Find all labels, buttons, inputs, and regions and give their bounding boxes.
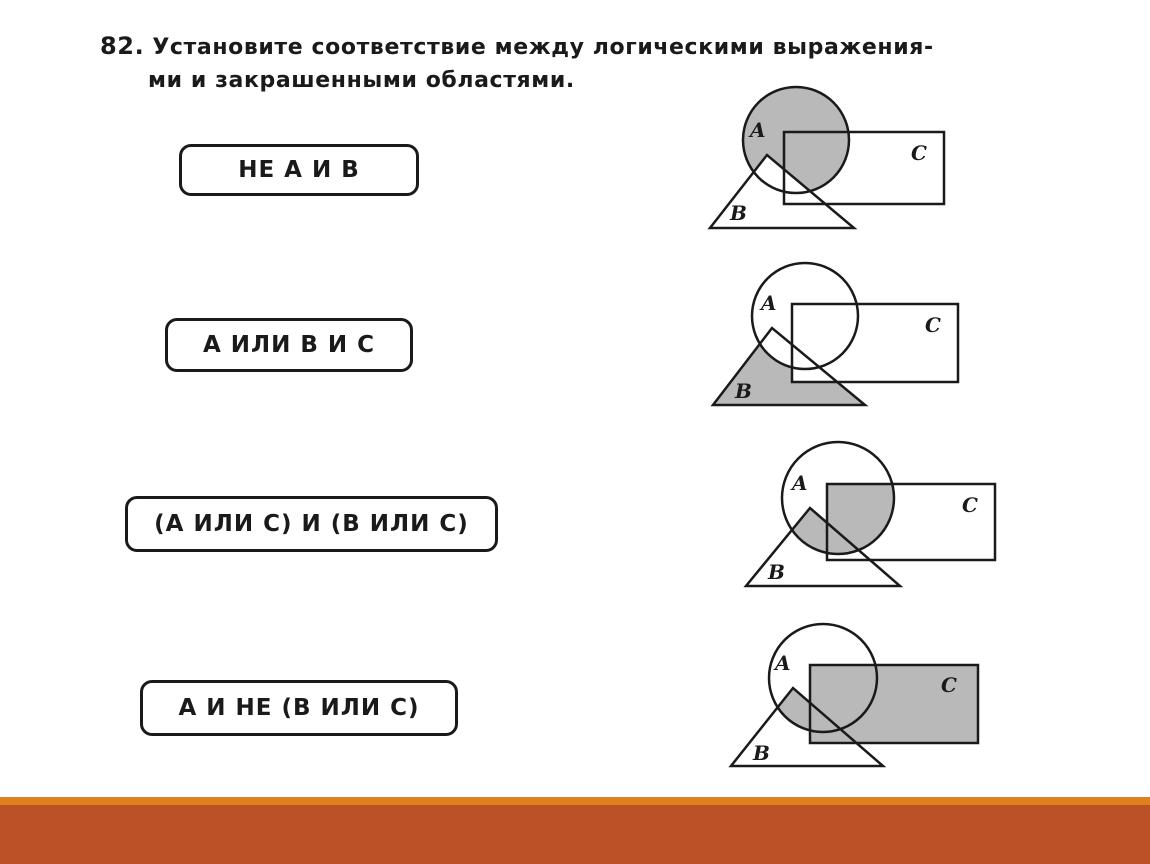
label-b: B [768,560,785,584]
label-c: C [962,493,978,517]
label-b: B [735,379,752,403]
expression-box-2[interactable]: А ИЛИ В И С [165,318,413,372]
label-c: C [925,313,941,337]
label-c: C [941,673,957,697]
label-a: A [792,471,808,495]
label-c: C [911,141,927,165]
venn-diagram-4[interactable] [725,622,995,772]
task-statement [100,30,1040,97]
task-text-line-2: ми и закрашенными областями. [148,68,575,93]
expression-box-1[interactable]: НЕ А И В [179,144,419,196]
footer-band [0,805,1150,864]
expression-box-3[interactable]: (А ИЛИ С) И (В ИЛИ С) [125,496,498,552]
label-a: A [775,651,791,675]
venn-diagram-1[interactable] [700,90,960,240]
label-a: A [761,291,777,315]
task-text-line-1: Установите соответствие между логическими выражения- [152,35,934,60]
task-number: 82. [100,32,145,60]
circle-a-outline [752,263,858,369]
label-a: A [750,118,766,142]
venn-diagram-2[interactable] [705,262,975,412]
expression-box-4[interactable]: А И НЕ (В ИЛИ С) [140,680,458,736]
task-line-1 [100,30,1040,64]
accent-line [0,797,1150,805]
venn-diagram-3[interactable] [740,442,1010,592]
label-b: B [753,741,770,765]
label-b: B [730,201,747,225]
